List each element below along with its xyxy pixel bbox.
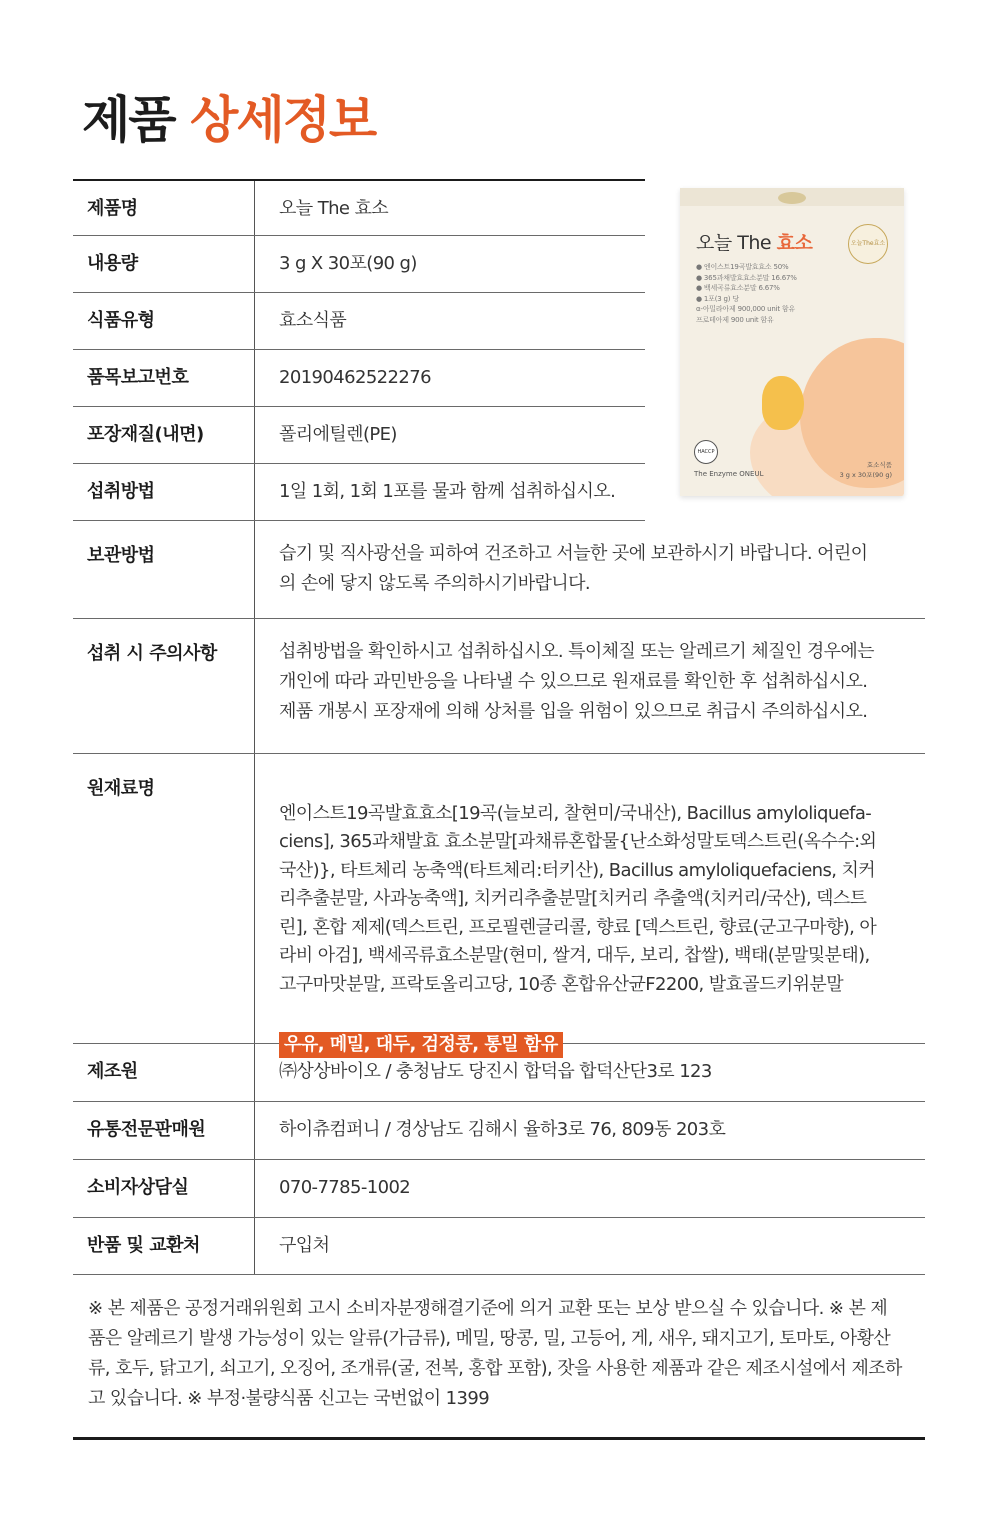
divider [254,1102,255,1159]
row-label: 소비자상담실 [87,1177,189,1198]
row-consumer-center [73,1160,925,1218]
divider [254,754,255,1043]
row-label: 식품유형 [87,310,155,331]
row-value: 070-7785-1002 [279,1177,411,1198]
row-caution [73,619,925,754]
row-label: 품목보고번호 [87,367,189,388]
row-value: 효소식품 [279,310,347,331]
haccp-icon: HACCP [694,440,718,464]
divider [254,1044,255,1101]
divider [254,293,255,349]
divider [254,1160,255,1217]
row-value: 폴리에틸렌(PE) [279,424,397,445]
row-returns [73,1218,925,1275]
page-title [82,88,375,152]
divider [254,619,255,753]
divider [254,521,255,618]
seal-icon [778,192,806,204]
row-value: 섭취방법을 확인하시고 섭취하십시오. 특이체질 또는 알레르기 체질인 경우에는 개인에 따라 과민반응을 나타낼 수 있으므로 원재료를 확인한 후 섭취하십시오. 제품 개봉시 포장재에 의해 상처를 입을 위험이 있으므로 취급시 주의하십시오. [279,641,874,722]
box-ingredient-lines: ● 엔이스트19곡발효효소 50% ● 365과채발효효소분말 16.67% ● 백세곡류효소분말 6.67% ● 1포(3 g) 당 α-아밀라아제 900,000 unit 함유 프로테아제 900 unit 함유 [696,263,797,324]
divider [254,236,255,292]
row-ingredients [73,754,925,1055]
divider [254,1218,255,1274]
divider [254,464,255,520]
row-storage [73,521,925,619]
divider [254,407,255,463]
row-packaging [73,407,645,464]
row-label: 섭취 시 주의사항 [87,643,217,664]
title-part-2: 상세정보 [190,91,376,149]
badge-icon: 오늘The효소 [848,224,888,264]
row-product-name [73,179,645,236]
row-value: 하이츄컴퍼니 / 경상남도 김해시 율하3로 76, 809동 203호 [279,1119,726,1140]
row-value-wrap [279,771,915,1059]
title-part-1: 제품 [82,91,175,149]
blob-shape [762,376,804,430]
allergen-badge: 우유, 메밀, 대두, 검정콩, 통밀 함유 [279,1032,563,1058]
divider [254,350,255,406]
row-food-type [73,293,645,350]
product-box-image [680,188,904,496]
row-value: 오늘 The 효소 [279,198,389,219]
row-label: 유통전문판매원 [87,1119,206,1140]
notice-text: ※ 본 제품은 공정거래위원회 고시 소비자분쟁해결기준에 의거 교환 또는 보상 받으실 수 있습니다. ※ 본 제 품은 알레르기 발생 가능성이 있는 알류(가금류), 메밀, 땅콩, 밀, 고등어, 게, 새우, 돼지고기, 토마토, 아황산 류, 호두, 닭고기, 쇠고기, 오징어, 조개류(굴, 전복, 홍합 포함), 잣을 사용한 제품과 같은 제조시설에서 제조하 고 있습니다. ※ 부정·불량식품 신고는 국번없이 1399 [88,1298,902,1409]
row-value: 1일 1회, 1회 1포를 물과 함께 섭취하십시오. [279,481,616,502]
ingredients-text: 엔이스트19곡발효효소[19곡(늘보리, 찰현미/국내산), Bacillus amyloliquefa- ciens], 365과채발효 효소분말[과채류혼합물{난소화성말토덱스트린(옥수수:외 국산)}, 타트체리 농축액(타트체리:터키산), Bacillus amyloliquefaciens, 치커 리추출분말, 사과농축액], 치커리추출분말[치커리 추출액(치커리/국산), 덱스트 린], 혼합 제제(덱스트린, 프로필렌글리콜, 향료 [덱스트린, 향료(군고구마향), 아 라비 아검], 백세곡류효소분말(현미, 쌀겨, 대두, 보리, 찹쌀), 백태(분말및분태), 고구마맛분말, 프락토올리고당, 10종 혼합유산균F2200, 발효골드키위분말 [279,802,877,995]
row-report-number [73,350,645,407]
row-label: 섭취방법 [87,481,155,502]
row-value: 20190462522276 [279,367,431,388]
divider [254,181,255,235]
row-label: 반품 및 교환처 [87,1235,200,1256]
row-manufacturer [73,1044,925,1102]
row-value: 구입처 [279,1235,330,1256]
row-value: 3 g X 30포(90 g) [279,253,417,274]
box-title [696,228,812,255]
row-distributor [73,1102,925,1160]
row-label: 포장재질(내면) [87,424,204,445]
row-intake-method [73,464,645,521]
box-title-accent: 효소 [776,232,813,254]
bottom-divider [73,1437,925,1440]
row-label: 원재료명 [87,778,155,799]
row-value: 습기 및 직사광선을 피하여 건조하고 서늘한 곳에 보관하시기 바랍니다. 어린이 의 손에 닿지 않도록 주의하시기바랍니다. [279,543,868,594]
row-label: 제조원 [87,1061,138,1082]
row-label: 제품명 [87,198,138,219]
box-spec: 효소식품 3 g x 30포(90 g) [839,461,892,479]
row-volume [73,236,645,293]
row-label: 내용량 [87,253,138,274]
box-brand: The Enzyme ONEUL [694,470,764,478]
row-value: ㈜상상바이오 / 충청남도 당진시 합덕읍 합덕산단3로 123 [279,1061,712,1082]
row-label: 보관방법 [87,545,155,566]
box-title-prefix: 오늘 The [696,232,777,254]
